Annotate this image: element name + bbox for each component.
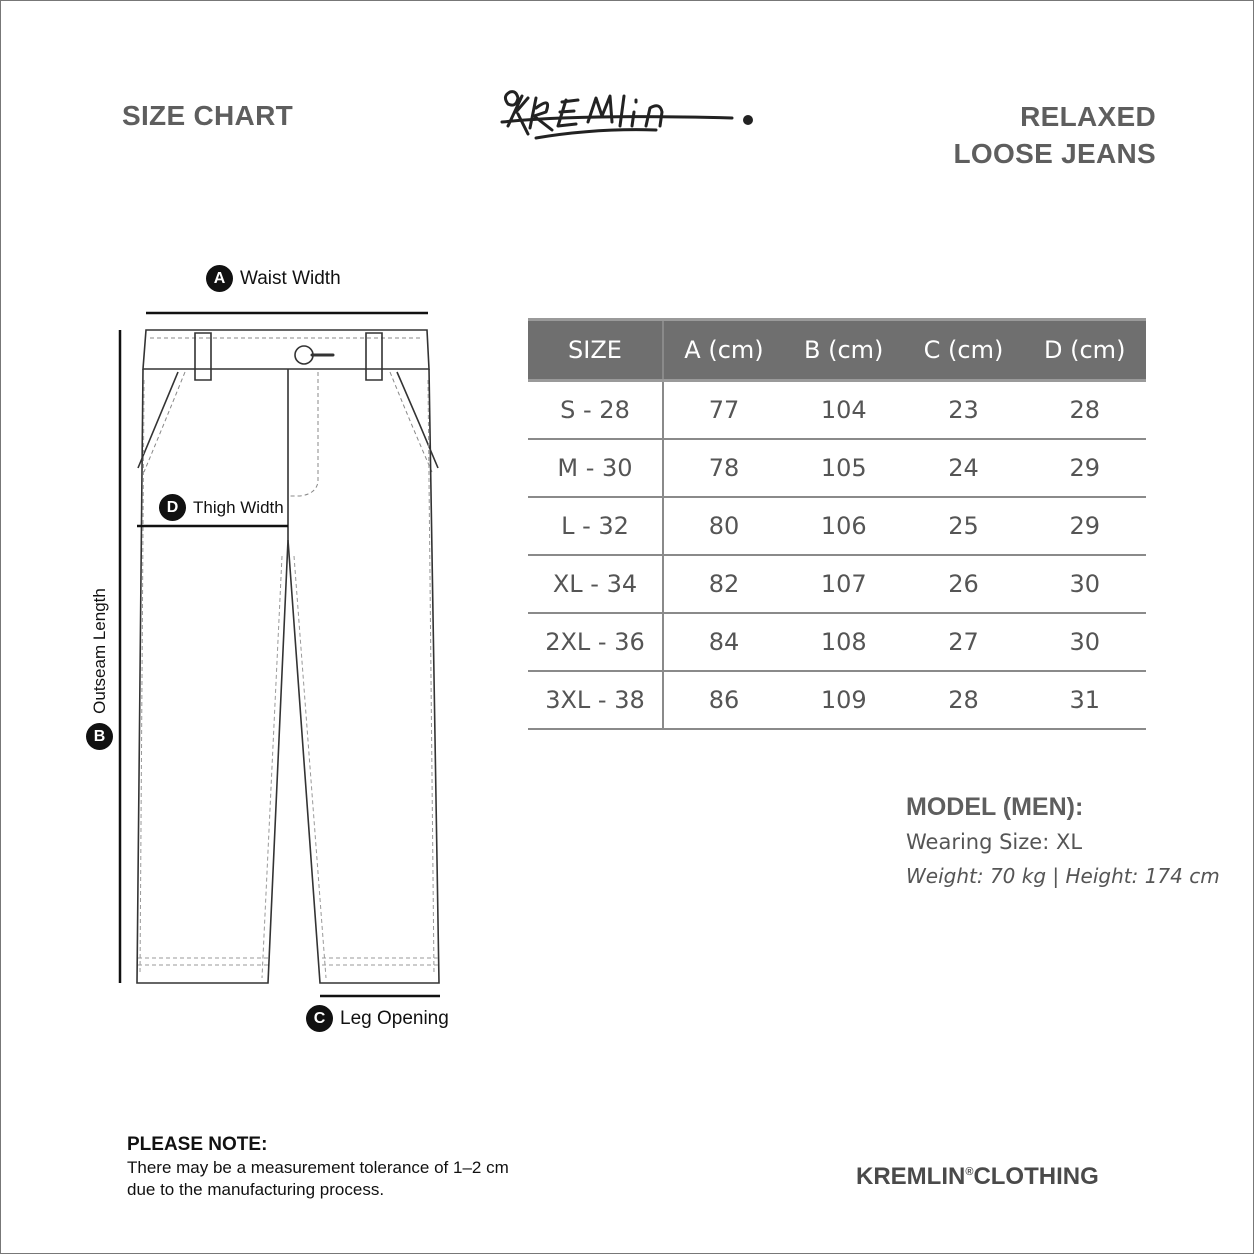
table-row <box>528 497 1146 555</box>
product-title-line2: LOOSE JEANS <box>953 138 1156 169</box>
header-size: SIZE <box>528 320 663 381</box>
badge-c: C <box>306 1005 333 1032</box>
cell-d: 29 <box>1023 439 1146 497</box>
size-chart-title: SIZE CHART <box>122 100 293 131</box>
label-leg-opening <box>306 1005 449 1032</box>
please-note <box>127 1134 537 1201</box>
outseam-length-text: Outseam Length <box>90 588 109 714</box>
note-title: PLEASE NOTE: <box>127 1134 268 1155</box>
brand-suffix: CLOTHING <box>973 1163 1099 1190</box>
cell-d: 30 <box>1023 613 1146 671</box>
cell-a: 84 <box>663 613 784 671</box>
model-info <box>906 793 1220 888</box>
brand-footer <box>856 1163 1099 1191</box>
leg-left <box>137 369 288 983</box>
badge-a: A <box>206 265 233 292</box>
leg-opening-text: Leg Opening <box>340 1007 449 1029</box>
cell-c: 26 <box>904 555 1024 613</box>
cell-size: M - 30 <box>528 439 663 497</box>
cell-size: 2XL - 36 <box>528 613 663 671</box>
label-waist-width <box>206 265 341 292</box>
belt-loop-right <box>366 333 382 380</box>
cell-b: 108 <box>784 613 904 671</box>
model-title: MODEL (MEN): <box>906 793 1084 821</box>
pocket-right <box>397 372 438 468</box>
badge-b: B <box>86 723 113 750</box>
cell-d: 28 <box>1023 381 1146 440</box>
note-text: There may be a measurement tolerance of 1–2 cm due to the manufacturing process. <box>127 1158 509 1199</box>
brand-name: KREMLIN <box>856 1163 966 1190</box>
cell-a: 82 <box>663 555 784 613</box>
table-row <box>528 613 1146 671</box>
cell-size: XL - 34 <box>528 555 663 613</box>
header-d: D (cm) <box>1023 320 1146 381</box>
cell-size: 3XL - 38 <box>528 671 663 729</box>
waistband <box>143 330 429 369</box>
registered-mark: ® <box>965 1166 974 1178</box>
svg-text:KREMLIN.: KREMLIN. <box>496 78 501 79</box>
cell-size: L - 32 <box>528 497 663 555</box>
table-row <box>528 439 1146 497</box>
cell-b: 107 <box>784 555 904 613</box>
header-b: B (cm) <box>784 320 904 381</box>
waist-width-text: Waist Width <box>240 267 341 289</box>
header-c: C (cm) <box>904 320 1024 381</box>
cell-b: 109 <box>784 671 904 729</box>
table-row <box>528 555 1146 613</box>
model-stats: Weight: 70 kg | Height: 174 cm <box>906 864 1220 888</box>
label-outseam-length <box>84 583 114 749</box>
cell-a: 78 <box>663 439 784 497</box>
cell-a: 80 <box>663 497 784 555</box>
leg-right <box>288 369 439 983</box>
cell-d: 30 <box>1023 555 1146 613</box>
cell-b: 106 <box>784 497 904 555</box>
cell-c: 24 <box>904 439 1024 497</box>
table-row <box>528 381 1146 440</box>
product-title-line1: RELAXED <box>1020 101 1156 132</box>
cell-c: 23 <box>904 381 1024 440</box>
cell-a: 77 <box>663 381 784 440</box>
label-thigh-width <box>159 494 284 521</box>
cell-size: S - 28 <box>528 381 663 440</box>
cell-d: 31 <box>1023 671 1146 729</box>
header-a: A (cm) <box>663 320 784 381</box>
cell-c: 25 <box>904 497 1024 555</box>
cell-c: 27 <box>904 613 1024 671</box>
cell-c: 28 <box>904 671 1024 729</box>
size-table <box>528 318 1146 730</box>
cell-b: 105 <box>784 439 904 497</box>
table-row <box>528 671 1146 729</box>
cell-d: 29 <box>1023 497 1146 555</box>
cell-b: 104 <box>784 381 904 440</box>
thigh-width-text: Thigh Width <box>193 497 284 517</box>
badge-d: D <box>159 494 186 521</box>
model-wearing-size: Wearing Size: XL <box>906 830 1083 854</box>
size-table-header <box>528 320 1146 381</box>
button <box>295 346 313 364</box>
belt-loop-left <box>195 333 211 380</box>
cell-a: 86 <box>663 671 784 729</box>
